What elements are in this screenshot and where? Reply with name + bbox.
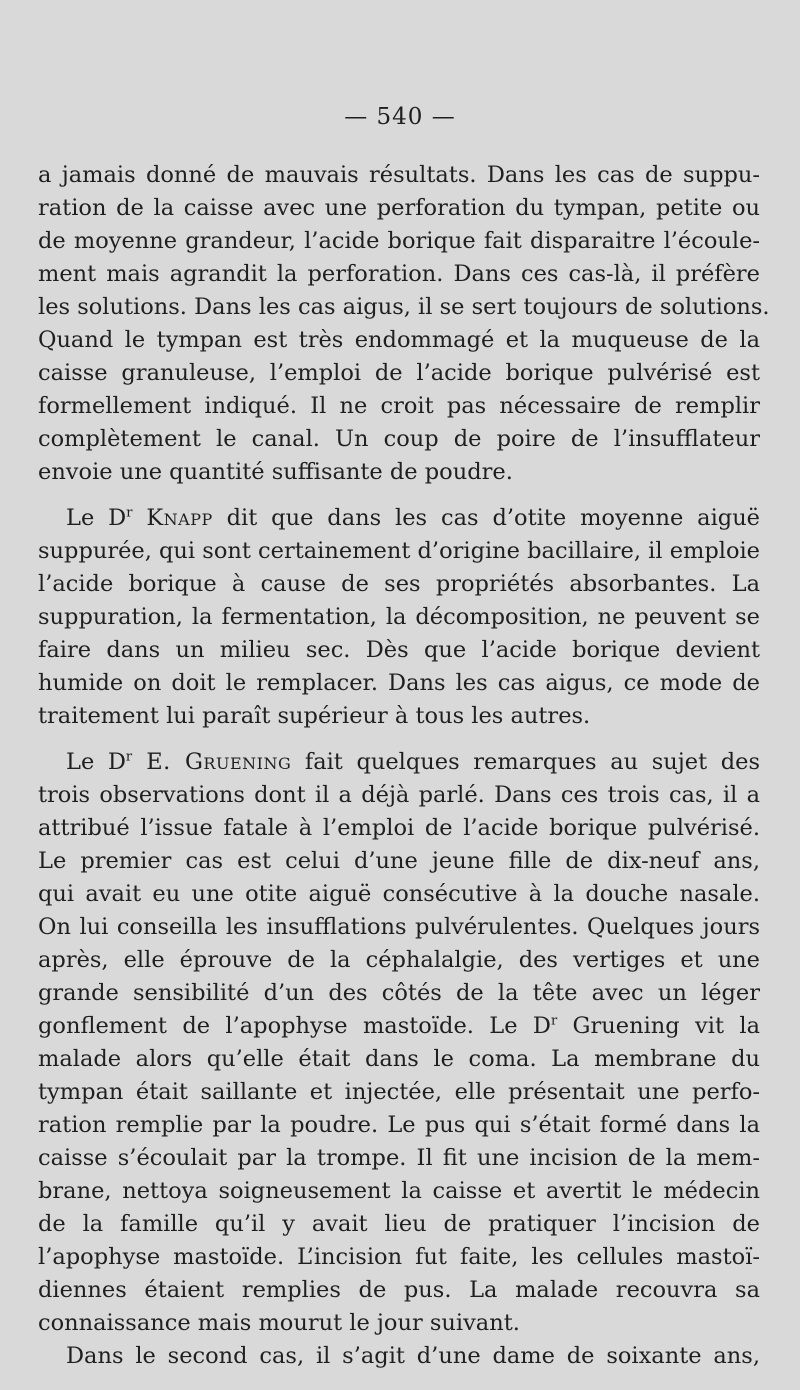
lead-dr: Le D [66, 749, 126, 775]
text-line: malade alors qu’elle était dans le coma. La membrane du [38, 1046, 760, 1072]
text-line: brane, nettoya soigneusement la caisse et avertit le médecin [38, 1178, 760, 1204]
text-line: de la famille qu’il y avait lieu de pratiquer l’incision de [38, 1211, 760, 1237]
text-line: de moyenne grandeur, l’acide borique fait disparaitre l’écoule- [38, 228, 760, 254]
text-line [38, 1010, 760, 1042]
lead-sup: r [125, 749, 133, 765]
text-line: connaissance mais mourut le jour suivant. [38, 1310, 520, 1336]
paragraph-lead-line: Dans le second cas, il s’agit d’une dame de soixante ans, [66, 1343, 760, 1369]
text-line: Quand le tympan est très endommagé et la muqueuse de la [38, 327, 760, 353]
text-sup: r [550, 1013, 558, 1029]
text-line: ration remplie par la poudre. Le pus qui s’était formé dans la [38, 1112, 760, 1138]
text-line: On lui conseilla les insufflations pulvérulentes. Quelques jours [38, 914, 760, 940]
lead-rest: dit que dans les cas d’otite moyenne aiguë [212, 505, 760, 531]
text-part: gonflement de l’apophyse mastoïde. Le D [38, 1013, 551, 1039]
page-number: — 540 — [344, 104, 456, 130]
text-line: grande sensibilité d’un des côtés de la tête avec un léger [38, 980, 760, 1006]
author-name: Knapp [146, 505, 213, 531]
text-line: après, elle éprouve de la céphalalgie, des vertiges et une [38, 947, 760, 973]
text-line: les solutions. Dans les cas aigus, il se sert toujours de solutions. [38, 294, 770, 320]
text-line: complètement le canal. Un coup de poire de l’insufflateur [38, 426, 760, 452]
text-line: faire dans un milieu sec. Dès que l’acide borique devient [38, 637, 760, 663]
lead-sup: r [126, 505, 133, 521]
author-name: E. Gruening [132, 749, 292, 775]
text-line: ment mais agrandit la perforation. Dans ces cas-là, il préfère [38, 261, 760, 287]
lead-dr: Le D [66, 505, 127, 531]
text-line: Le premier cas est celui d’une jeune fille de dix-neuf ans, [38, 848, 760, 874]
text-line: envoie une quantité suffisante de poudre. [38, 459, 513, 485]
text-line: a jamais donné de mauvais résultats. Dans les cas de suppu- [38, 162, 760, 188]
text-line: caisse granuleuse, l’emploi de l’acide borique pulvérisé est [38, 360, 760, 386]
text-line: suppurée, qui sont certainement d’origine bacillaire, il emploie [38, 538, 760, 564]
text-line: attribué l’issue fatale à l’emploi de l’acide borique pulvérisé. [38, 815, 760, 841]
text-line: humide on doit le remplacer. Dans les cas aigus, ce mode de [38, 670, 760, 696]
text-line: caisse s’écoulait par la trompe. Il fit une incision de la mem- [38, 1145, 760, 1171]
text-line: tympan était saillante et injectée, elle présentait une perfo- [38, 1079, 760, 1105]
text-line: l’acide borique à cause de ses propriétés absorbantes. La [38, 571, 760, 597]
text-line: traitement lui paraît supérieur à tous les autres. [38, 703, 591, 729]
text-line: formellement indiqué. Il ne croit pas nécessaire de remplir [38, 393, 760, 419]
text-line: qui avait eu une otite aiguë consécutive à la douche nasale. [38, 881, 760, 907]
text-part: Gruening vit la [557, 1013, 760, 1039]
lead-rest: fait quelques remarques au sujet des [291, 749, 760, 775]
text-line: suppuration, la fermentation, la décomposition, ne peuvent se [38, 604, 760, 630]
text-line: trois observations dont il a déjà parlé. Dans ces trois cas, il a [38, 782, 760, 808]
paragraph-lead-line [66, 502, 760, 534]
text-line: diennes étaient remplies de pus. La malade recouvra sa [38, 1277, 760, 1303]
text-line: l’apophyse mastoïde. L’incision fut faite, les cellules mastoï- [38, 1244, 760, 1270]
text-line: ration de la caisse avec une perforation du tympan, petite ou [38, 195, 760, 221]
paragraph-lead-line [66, 746, 760, 778]
